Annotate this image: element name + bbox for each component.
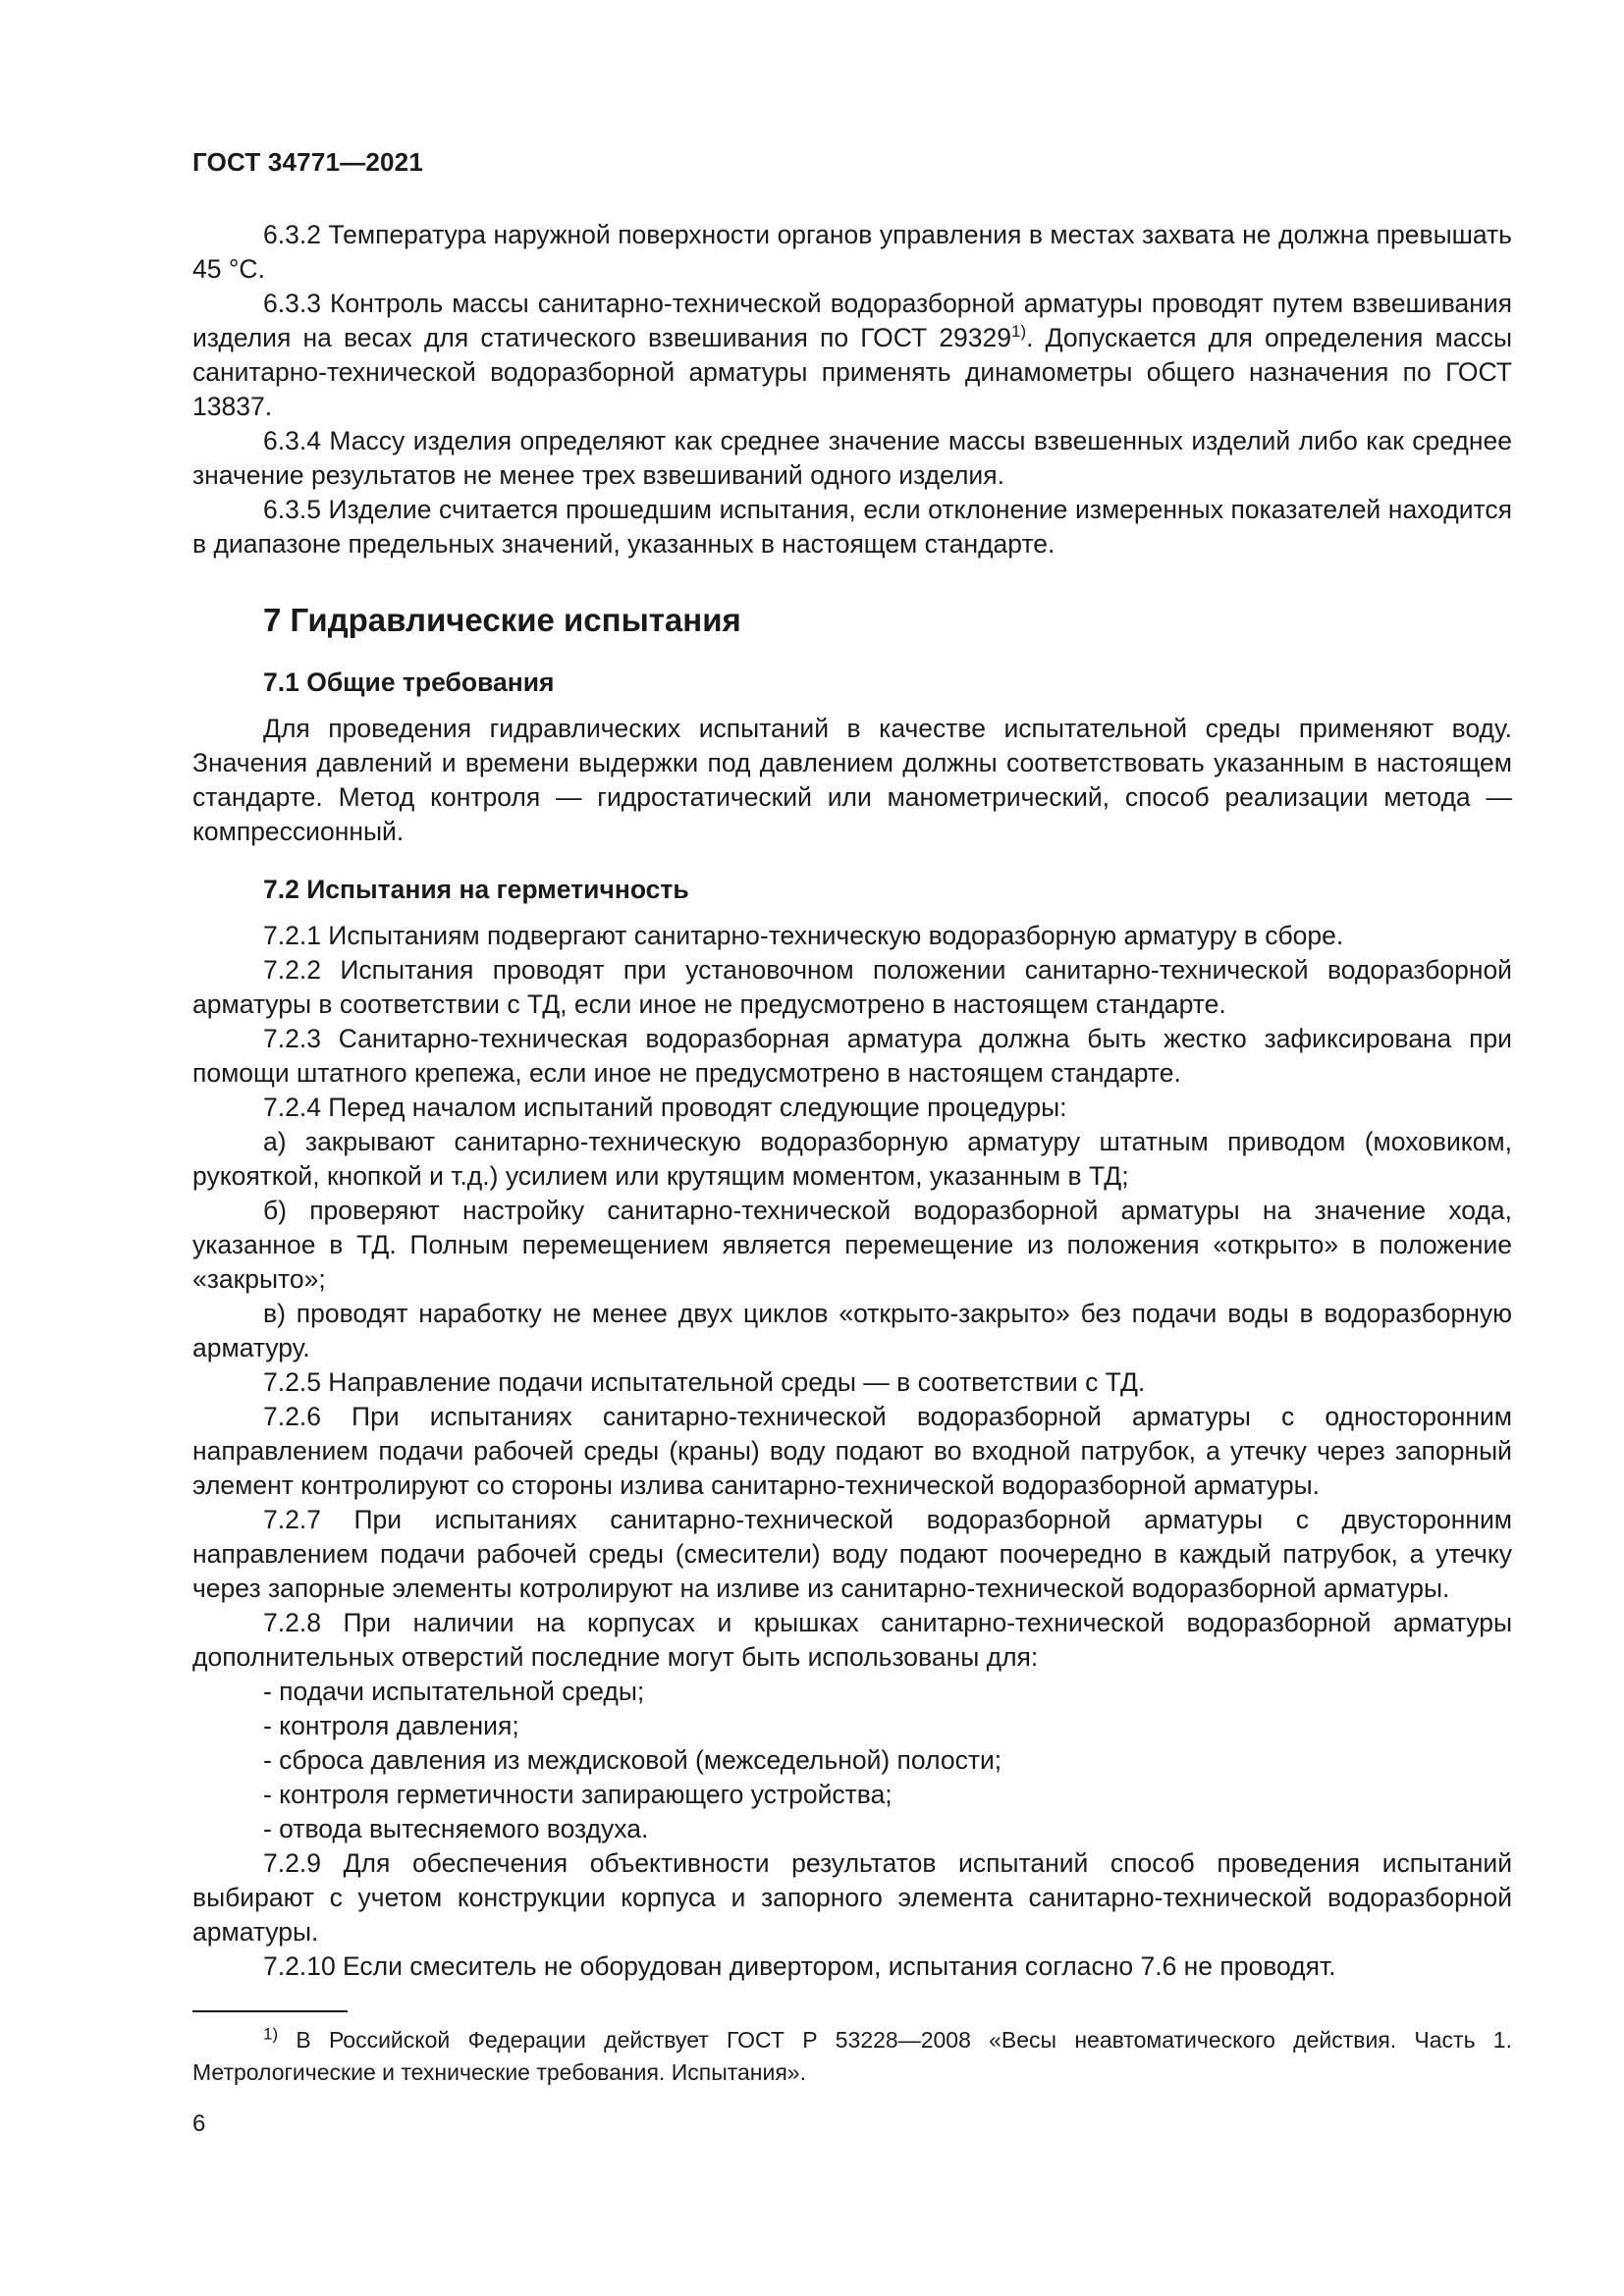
subsection-7-2-title: 7.2 Испытания на герметичность — [263, 875, 689, 904]
paragraph-6-3-3 — [192, 287, 1512, 424]
list-item-b: б) проверяют настройку санитарно-технической водоразборной арматуры на значение хода, указанное в ТД. Полным перемещением является перемещение из положения «открыто» в положение «закрыто»; — [192, 1196, 1512, 1294]
paragraph-7-2-6: 7.2.6 При испытаниях санитарно-технической водоразборной арматуры с односторонним направлением подачи рабочей среды (краны) воду подают во входной патрубок, а утечку через запорный элемент контролируют со стороны излива санитарно-технической водоразборной арматуры. — [192, 1402, 1512, 1500]
footnote — [192, 2024, 1512, 2089]
paragraph-6-3-3-part-a: 6.3.3 Контроль массы санитарно-технической водоразборной арматуры проводят путем взвешивания изделия на весах для статического взвешивания по ГОСТ 29329 — [192, 289, 1512, 352]
section-7-title: 7 Гидравлические испытания — [263, 602, 741, 638]
document-body — [192, 218, 1512, 1984]
list-item-a: а) закрывают санитарно-техническую водоразборную арматуру штатным приводом (моховиком, рукояткой, кнопкой и т.д.) усилием или крутящим моментом, указанным в ТД; — [192, 1127, 1512, 1191]
paragraph-7-2-1: 7.2.1 Испытаниям подвергают санитарно-техническую водоразборную арматуру в сборе. — [263, 921, 1344, 950]
dash-item-supply: - подачи испытательной среды; — [263, 1677, 645, 1706]
paragraph-7-2-10: 7.2.10 Если смеситель не оборудован дивертором, испытания согласно 7.6 не проводят. — [263, 1951, 1336, 1981]
footnote-text-block — [192, 2024, 1512, 2089]
paragraph-7-1: Для проведения гидравлических испытаний в качестве испытательной среды применяют воду. Значения давлений и времени выдержки под давлением должны соответствовать указанным в настоящем стандарте. Метод контроля — гидростатический или манометрический, способ реализации метода — компрессионный. — [192, 714, 1512, 846]
subsection-7-1-title: 7.1 Общие требования — [263, 667, 555, 697]
dash-item-air-vent: - отвода вытесняемого воздуха. — [263, 1814, 649, 1843]
footnote-separator — [192, 2010, 348, 2012]
paragraph-6-3-4: 6.3.4 Массу изделия определяют как среднее значение массы взвешенных изделий либо как среднее значение результатов не менее трех взвешиваний одного изделия. — [192, 426, 1512, 490]
page-number: 6 — [192, 2110, 206, 2137]
paragraph-6-3-2: 6.3.2 Температура наружной поверхности органов управления в местах захвата не должна превышать 45 °С. — [192, 220, 1512, 284]
dash-item-pressure-control: - контроля давления; — [263, 1711, 519, 1740]
paragraph-7-2-2: 7.2.2 Испытания проводят при установочном положении санитарно-технической водоразборной арматуры в соответствии с ТД, если иное не предусмотрено в настоящем стандарте. — [192, 955, 1512, 1019]
paragraph-7-2-3: 7.2.3 Санитарно-техническая водоразборная арматура должна быть жестко зафиксирована при помощи штатного крепежа, если иное не предусмотрено в настоящем стандарте. — [192, 1024, 1512, 1088]
document-code-header: ГОСТ 34771—2021 — [192, 147, 423, 177]
paragraph-7-2-9: 7.2.9 Для обеспечения объективности результатов испытаний способ проведения испытаний выбирают с учетом конструкции корпуса и запорного элемента санитарно-технической водоразборной арматуры. — [192, 1848, 1512, 1947]
footnote-mark: 1) — [263, 2024, 279, 2044]
paragraph-7-2-5: 7.2.5 Направление подачи испытательной среды — в соответствии с ТД. — [263, 1367, 1146, 1397]
dash-item-pressure-release: - сброса давления из междисковой (межседельной) полости; — [263, 1745, 1002, 1775]
paragraph-6-3-5: 6.3.5 Изделие считается прошедшим испытания, если отклонение измеренных показателей находится в диапазоне предельных значений, указанных в настоящем стандарте. — [192, 495, 1512, 559]
dash-item-tightness-control: - контроля герметичности запирающего устройства; — [263, 1780, 893, 1809]
paragraph-7-2-7: 7.2.7 При испытаниях санитарно-технической водоразборной арматуры с двусторонним направлением подачи рабочей среды (смесители) воду подают поочередно в каждый патрубок, а утечку через запорные элементы котролируют на изливе из санитарно-технической водоразборной арматуры. — [192, 1505, 1512, 1603]
paragraph-7-2-8: 7.2.8 При наличии на корпусах и крышках санитарно-технической водоразборной арматуры дополнительных отверстий последние могут быть использованы для: — [192, 1608, 1512, 1672]
footnote-text: В Российской Федерации действует ГОСТ Р 53228—2008 «Весы неавтоматического действия. Часть 1. Метрологические и технические требования. Испытания». — [192, 2027, 1512, 2085]
paragraph-6-3-3-part-b: . Допускается для определения массы санитарно-технической водоразборной арматуры применять динамометры общего назначения по ГОСТ 13837. — [192, 323, 1512, 421]
list-item-v: в) проводят наработку не менее двух циклов «открыто-закрыто» без подачи воды в водоразборную арматуру. — [192, 1299, 1512, 1362]
footnote-ref-mark: 1) — [1011, 322, 1027, 342]
paragraph-7-2-4: 7.2.4 Перед началом испытаний проводят следующие процедуры: — [263, 1093, 1067, 1122]
